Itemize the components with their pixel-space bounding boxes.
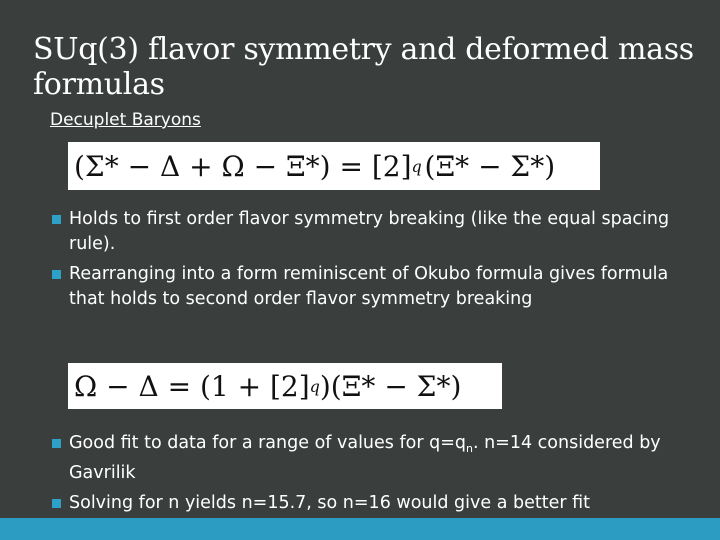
footer-accent-bar (0, 518, 720, 540)
equation1-subscript: q (411, 156, 422, 176)
list-item (52, 491, 692, 516)
bullet-list-2 (52, 431, 692, 521)
equation2-rhs: )(Ξ* − Σ*) (319, 369, 462, 403)
bullet-text: Rearranging into a form reminiscent of Okubo formula gives formula that holds to second order flavor symmetry breaking (69, 264, 669, 309)
equation-decuplet-relation (68, 142, 600, 190)
equation1-lhs: (Σ* − Δ + Ω − Ξ*) = [2] (74, 149, 412, 183)
bullet-list-1 (52, 207, 692, 317)
bullet-text: Solving for n yields n=15.7, so n=16 would give a better fit (69, 493, 590, 513)
square-bullet-icon (52, 270, 61, 279)
equation1-rhs: (Ξ* − Σ*) (424, 149, 556, 183)
square-bullet-icon (52, 499, 61, 508)
equation2-subscript: q (309, 376, 320, 396)
slide-title: SUq(3) flavor symmetry and deformed mass formulas (33, 32, 694, 102)
list-item (52, 207, 692, 257)
bullet-text-pre: Good fit to data for a range of values for q=q (69, 433, 466, 453)
bullet-text: Holds to first order flavor symmetry breaking (like the equal spacing rule). (69, 209, 670, 254)
bullet-subscript: n (465, 442, 473, 455)
list-item (52, 431, 692, 486)
square-bullet-icon (52, 215, 61, 224)
equation2-lhs: Ω − Δ = (1 + [2] (74, 369, 310, 403)
section-subheading: Decuplet Baryons (50, 110, 201, 130)
bullet-text-post: . n=14 considered by Gavrilik (69, 433, 661, 483)
equation-okubo-form (68, 363, 502, 409)
square-bullet-icon (52, 439, 61, 448)
list-item (52, 262, 692, 312)
